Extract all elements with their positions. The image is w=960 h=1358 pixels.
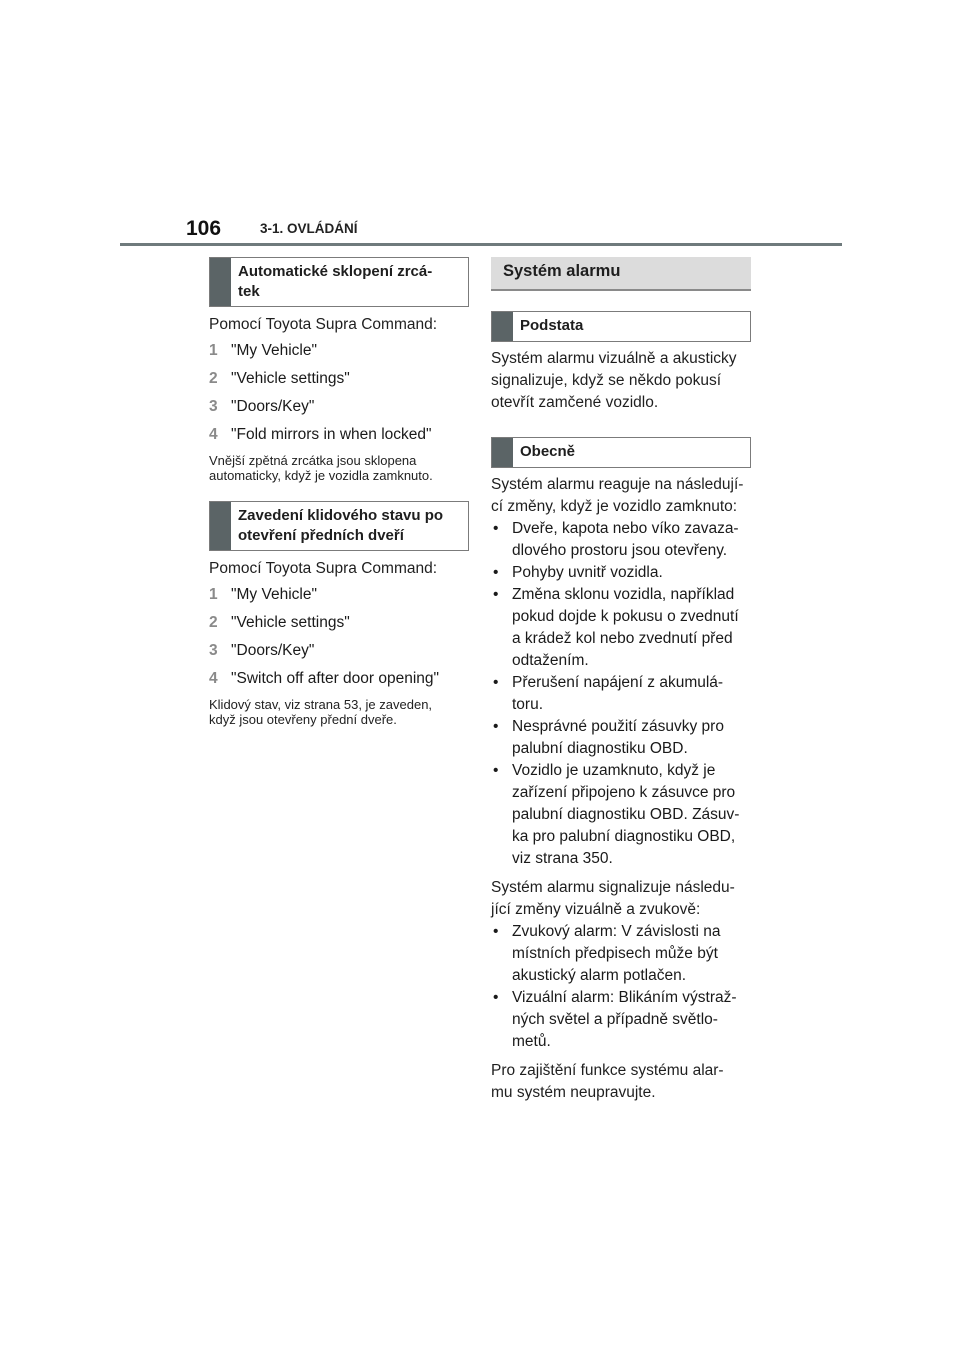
steps-list bbox=[209, 584, 469, 690]
step-number: 1 bbox=[209, 586, 218, 603]
bullet-icon: • bbox=[493, 989, 499, 1006]
step-number: 2 bbox=[209, 614, 218, 631]
note-text bbox=[209, 453, 469, 483]
step-item bbox=[209, 368, 469, 390]
text-line: Dveře, kapota nebo víko zavaza- bbox=[512, 520, 739, 537]
note-line: když jsou otevřeny přední dveře. bbox=[209, 712, 397, 727]
bullet-list bbox=[491, 518, 751, 870]
text-line: palubní diagnostiku OBD. Zásuv- bbox=[512, 806, 740, 823]
heading-bar bbox=[492, 438, 513, 467]
main-heading-text: Systém alarmu bbox=[503, 262, 621, 280]
text-line: Systém alarmu signalizuje následu- bbox=[491, 879, 735, 896]
text-line: jící změny vizuálně a zvukově: bbox=[491, 901, 701, 918]
bullet-icon: • bbox=[493, 674, 499, 691]
heading-bar bbox=[210, 502, 231, 550]
text-line: Systém alarmu vizuálně a akusticky bbox=[491, 350, 737, 367]
step-number: 4 bbox=[209, 670, 218, 687]
text-line: metů. bbox=[512, 1033, 551, 1050]
subheading-text: Podstata bbox=[520, 317, 584, 334]
text-line: toru. bbox=[512, 696, 544, 713]
signal-intro bbox=[491, 877, 751, 921]
text-line: Systém alarmu reaguje na následují- bbox=[491, 476, 744, 493]
list-item bbox=[491, 716, 751, 760]
section-heading-standby bbox=[209, 501, 469, 551]
right-column bbox=[491, 257, 751, 1104]
text-line: zařízení připojeno k zásuvce pro bbox=[512, 784, 736, 801]
section-heading-text bbox=[231, 502, 449, 550]
text-line: mu systém neupravujte. bbox=[491, 1084, 656, 1101]
outro-text bbox=[491, 1060, 751, 1104]
intro-text: Pomocí Toyota Supra Command: bbox=[209, 316, 438, 333]
list-item bbox=[491, 921, 751, 987]
bullet-icon: • bbox=[493, 762, 499, 779]
text-line: palubní diagnostiku OBD. bbox=[512, 740, 688, 757]
heading-bar bbox=[492, 312, 513, 341]
bullet-list bbox=[491, 921, 751, 1053]
left-column bbox=[209, 257, 469, 727]
list-item bbox=[491, 518, 751, 562]
page-number: 106 bbox=[186, 217, 222, 240]
chapter-title: 3-1. OVLÁDÁNÍ bbox=[260, 221, 358, 236]
text-line: odtažením. bbox=[512, 652, 589, 669]
text-line: ka pro palubní diagnostiku OBD, bbox=[512, 828, 736, 845]
bullet-icon: • bbox=[493, 718, 499, 735]
step-item bbox=[209, 640, 469, 662]
steps-list bbox=[209, 340, 469, 446]
text-line: cí změny, když je vozidlo zamknuto: bbox=[491, 498, 738, 515]
text-line: viz strana 350. bbox=[512, 850, 613, 867]
text-line: Nesprávné použití zásuvky pro bbox=[512, 718, 724, 735]
bullet-icon: • bbox=[493, 564, 499, 581]
text-line: Pohyby uvnitř vozidla. bbox=[512, 564, 663, 581]
subheading-general bbox=[491, 437, 751, 468]
step-text: "Vehicle settings" bbox=[231, 614, 350, 631]
step-item bbox=[209, 340, 469, 362]
principle-text bbox=[491, 348, 751, 414]
list-item bbox=[491, 672, 751, 716]
step-text: "My Vehicle" bbox=[231, 342, 317, 359]
step-text: "Vehicle settings" bbox=[231, 370, 350, 387]
step-number: 2 bbox=[209, 370, 218, 387]
list-item bbox=[491, 562, 751, 584]
step-number: 3 bbox=[209, 398, 218, 415]
step-number: 3 bbox=[209, 642, 218, 659]
step-number: 1 bbox=[209, 342, 218, 359]
step-item bbox=[209, 584, 469, 606]
step-item bbox=[209, 396, 469, 418]
intro-text: Pomocí Toyota Supra Command: bbox=[209, 560, 438, 577]
text-line: otevřít zamčené vozidlo. bbox=[491, 394, 659, 411]
text-line: akustický alarm potlačen. bbox=[512, 967, 687, 984]
text-line: Vizuální alarm: Blikáním výstraž- bbox=[512, 989, 737, 1006]
note-text bbox=[209, 697, 469, 727]
page-header bbox=[120, 214, 842, 248]
list-item bbox=[491, 760, 751, 870]
bullet-icon: • bbox=[493, 923, 499, 940]
section-heading-mirror-folding bbox=[209, 257, 469, 307]
bullet-icon: • bbox=[493, 520, 499, 537]
main-heading-alarm-system bbox=[491, 257, 751, 291]
text-line: Zvukový alarm: V závislosti na bbox=[512, 923, 721, 940]
header-rule bbox=[120, 243, 842, 246]
note-line: Klidový stav, viz strana 53, je zaveden, bbox=[209, 697, 433, 712]
step-text: "Fold mirrors in when locked" bbox=[231, 426, 432, 443]
step-text: "Doors/Key" bbox=[231, 642, 315, 659]
step-item bbox=[209, 612, 469, 634]
step-item bbox=[209, 668, 469, 690]
heading-line: Automatické sklopení zrcá- bbox=[238, 263, 433, 280]
list-item bbox=[491, 987, 751, 1053]
step-text: "Doors/Key" bbox=[231, 398, 315, 415]
general-intro bbox=[491, 474, 751, 518]
text-line: a krádež kol nebo zvednutí před bbox=[512, 630, 733, 647]
step-text: "Switch off after door opening" bbox=[231, 670, 440, 687]
text-line: Vozidlo je uzamknuto, když je bbox=[512, 762, 716, 779]
subheading-principle bbox=[491, 311, 751, 342]
text-line: Změna sklonu vozidla, například bbox=[512, 586, 735, 603]
text-line: Přerušení napájení z akumulá- bbox=[512, 674, 724, 691]
list-item bbox=[491, 584, 751, 672]
section-heading-text bbox=[231, 258, 438, 306]
text-line: dlového prostoru jsou otevřeny. bbox=[512, 542, 728, 559]
heading-line: Zavedení klidového stavu po bbox=[238, 507, 444, 524]
heading-line: tek bbox=[238, 283, 260, 300]
note-line: Vnější zpětná zrcátka jsou sklopena bbox=[209, 453, 417, 468]
text-line: místních předpisech může být bbox=[512, 945, 718, 962]
text-line: pokud dojde k pokusu o zvednutí bbox=[512, 608, 739, 625]
step-item bbox=[209, 424, 469, 446]
text-line: ných světel a případně světlo- bbox=[512, 1011, 718, 1028]
text-line: Pro zajištění funkce systému alar- bbox=[491, 1062, 724, 1079]
step-number: 4 bbox=[209, 426, 218, 443]
note-line: automaticky, když je vozidla zamknuto. bbox=[209, 468, 433, 483]
subheading-text: Obecně bbox=[520, 443, 576, 460]
text-line: signalizuje, když se někdo pokusí bbox=[491, 372, 722, 389]
bullet-icon: • bbox=[493, 586, 499, 603]
heading-line: otevření předních dveří bbox=[238, 527, 404, 544]
step-text: "My Vehicle" bbox=[231, 586, 317, 603]
heading-bar bbox=[210, 258, 231, 306]
